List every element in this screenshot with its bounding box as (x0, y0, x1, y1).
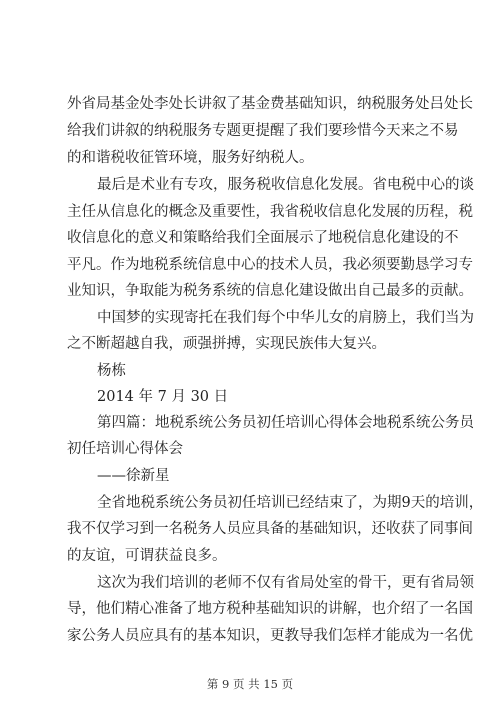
text-line: 平凡。作为地税系统信息中心的技术人员，我必须要勤恳学习专 (67, 257, 473, 273)
text-line: 给我们讲叙的纳税服务专题更提醒了我们要珍惜今天来之不易 (67, 123, 459, 139)
text-line: 全省地税系统公务员初任培训已经结束了，为期9天的培训， (97, 495, 484, 511)
text-line: 导，他们精心准备了地方税种基础知识的讲解，也介绍了一名国 (67, 601, 473, 617)
page-footer: 第 9 页 共 15 页 (206, 677, 294, 691)
text-line: 最后是术业有专攻，服务税收信息化发展。省电税中心的谈 (97, 177, 474, 193)
signature-name: 杨栋 (97, 363, 126, 379)
section-heading: 第四篇：地税系统公务员初任培训心得体会地税系统公务员 (97, 415, 474, 431)
author-line: ——徐新星 (97, 468, 170, 484)
text-line: 的友谊，可谓获益良多。 (67, 548, 227, 564)
text-line: 中国梦的实现寄托在我们每个中华儿女的肩膀上，我们当为 (97, 310, 474, 326)
text-line: 业知识，争取能为税务系统的信息化建设做出自己最多的贡献。 (67, 283, 473, 299)
text-line: 的和谐税收征管环境，服务好纳税人。 (67, 150, 314, 166)
text-line: 这次为我们培训的老师不仅有省局处室的骨干，更有省局领 (97, 575, 474, 591)
section-heading: 初任培训心得体会 (67, 441, 183, 457)
text-line: 主任从信息化的概念及重要性，我省税收信息化发展的历程，税 (67, 204, 473, 220)
signature-date: 2014 年 7 月 30 日 (97, 389, 229, 405)
text-line: 收信息化的意义和策略给我们全面展示了地税信息化建设的不 (67, 230, 459, 246)
text-line: 家公务人员应具有的基本知识，更教导我们怎样才能成为一名优 (67, 628, 473, 644)
text-line: 我不仅学习到一名税务人员应具备的基础知识，还收获了同事间 (67, 521, 473, 537)
text-line: 外省局基金处李处长讲叙了基金费基础知识，纳税服务处吕处长 (67, 96, 473, 112)
text-line: 之不断超越自我，顽强拼搏，实现民族伟大复兴。 (67, 336, 386, 352)
